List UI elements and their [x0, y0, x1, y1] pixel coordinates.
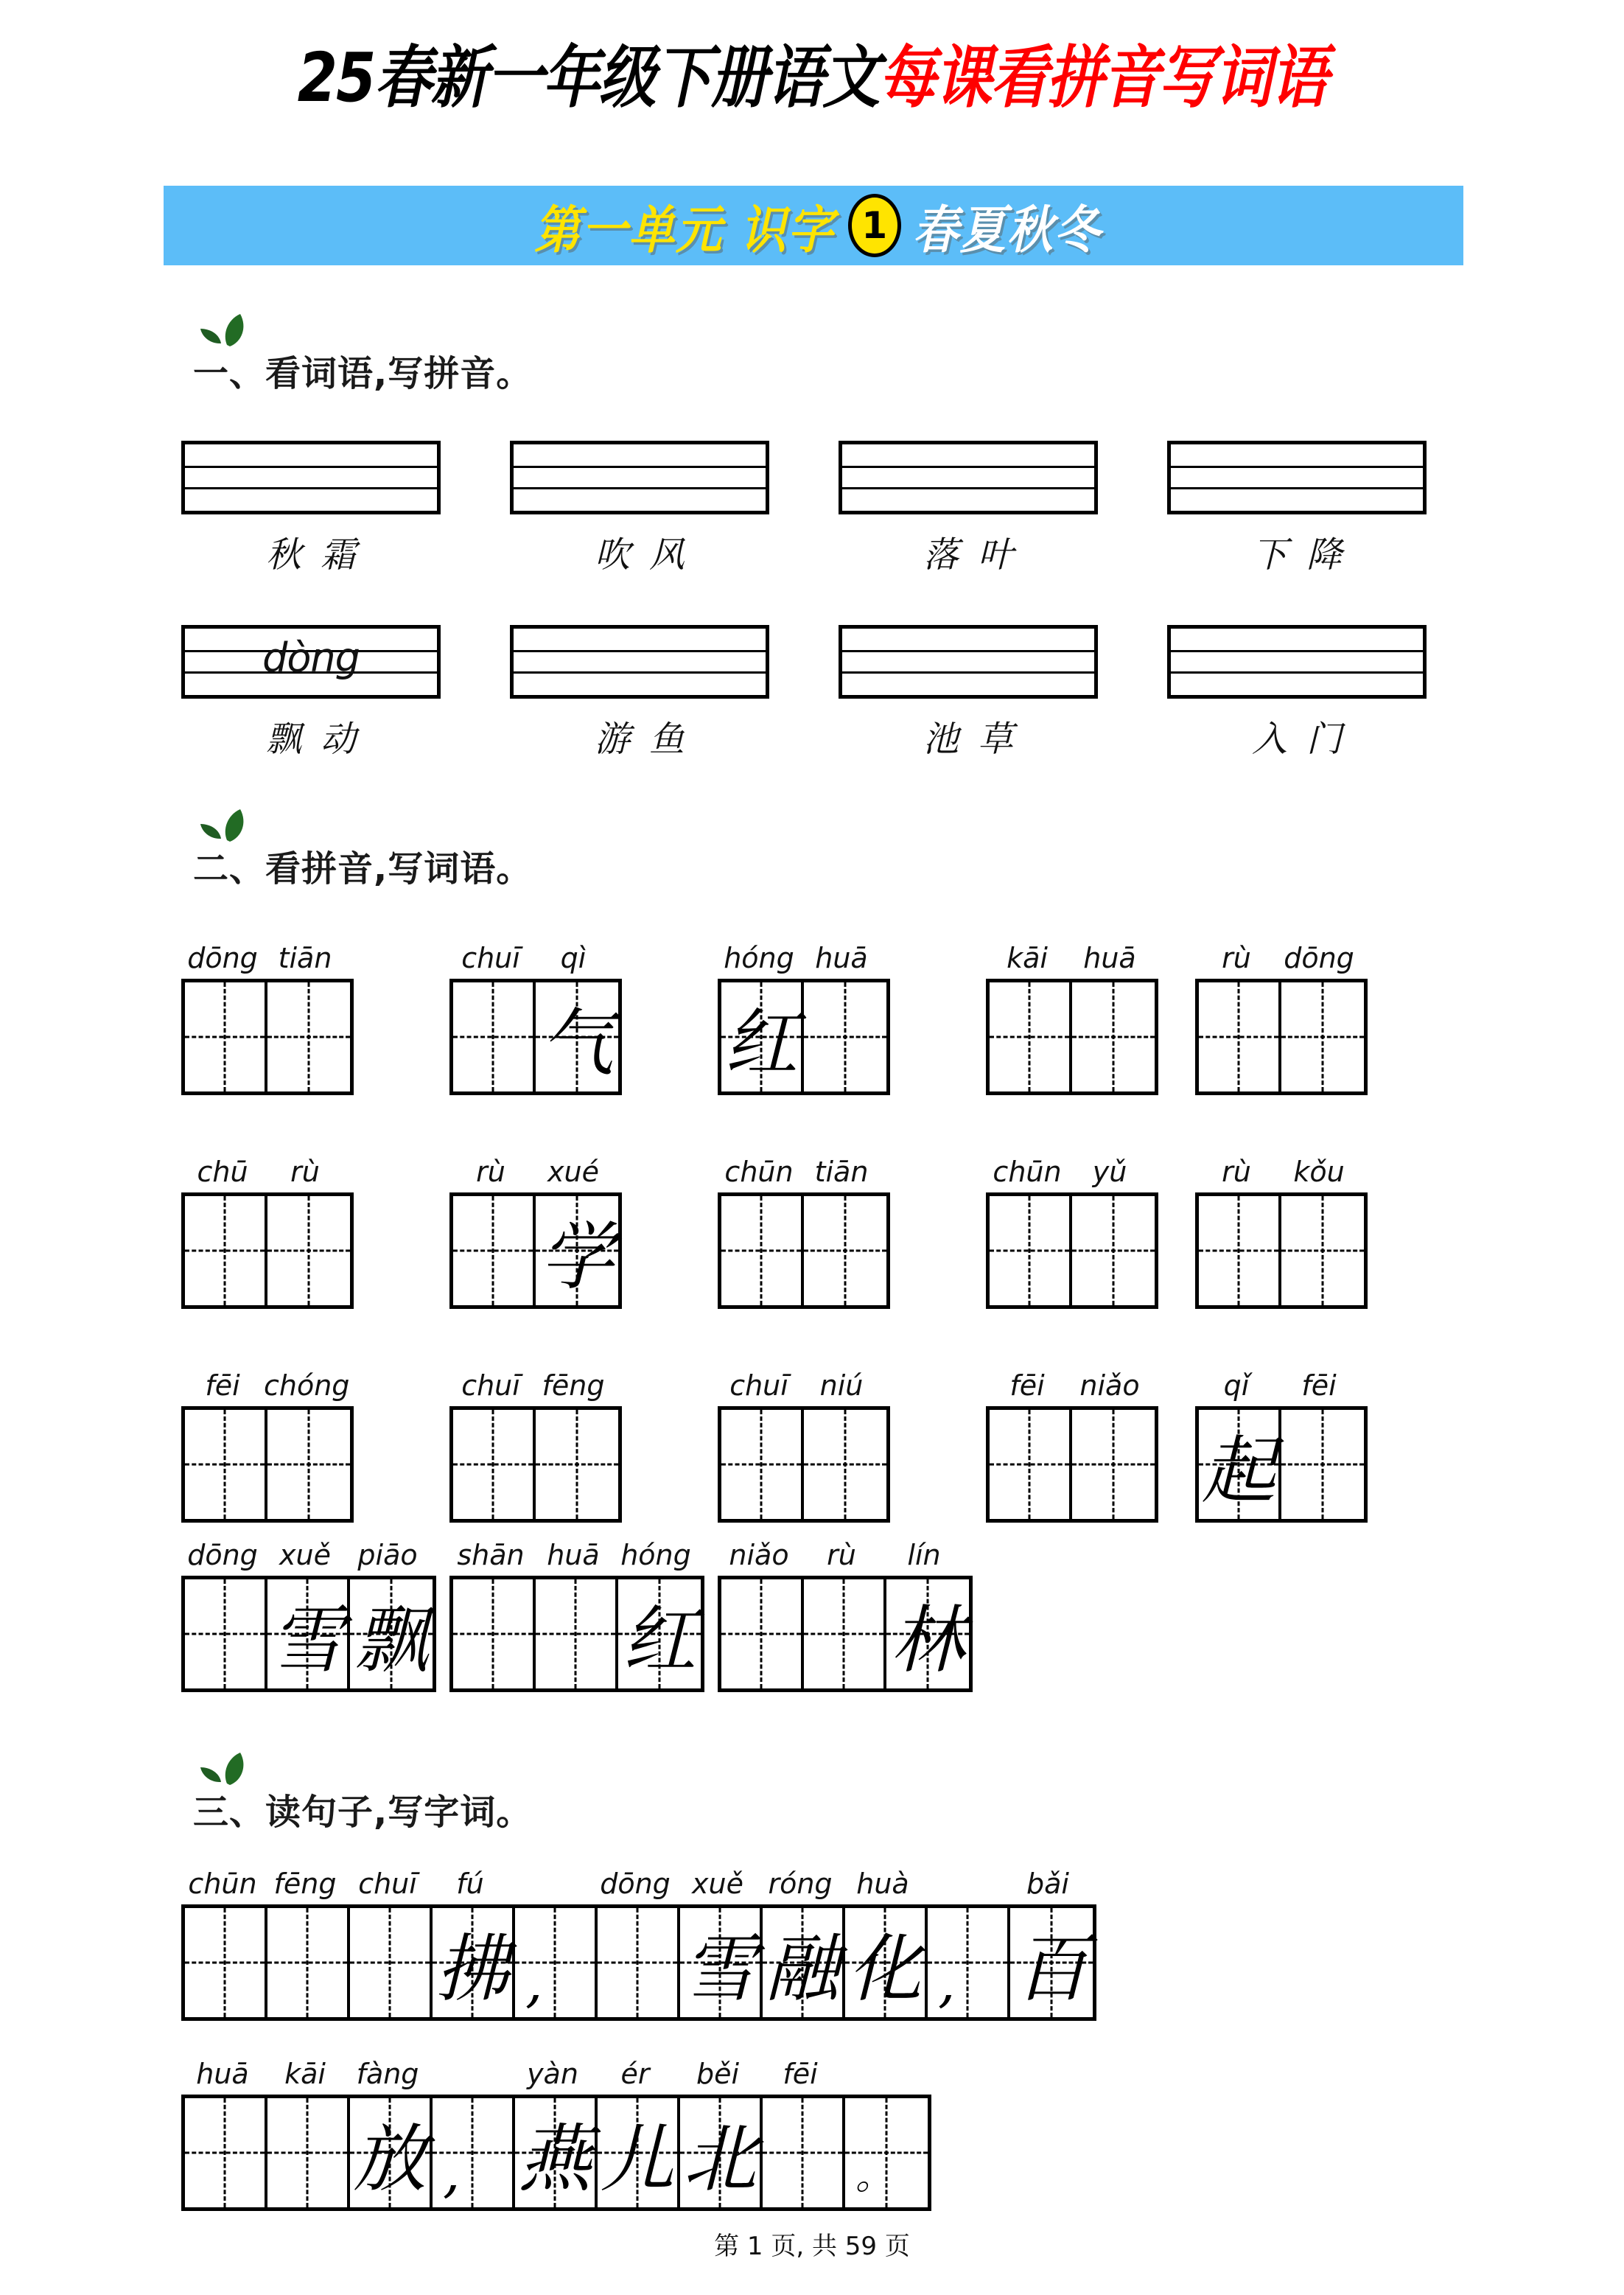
tianzige-cell[interactable]: [598, 1908, 680, 2017]
written-character: [721, 1579, 801, 1688]
tianzige-cell[interactable]: [804, 1410, 886, 1519]
written-character: [185, 1579, 265, 1688]
pinyin-label-row: [718, 1148, 883, 1188]
tianzige-cell[interactable]: [1281, 1196, 1364, 1305]
tianzige-cell[interactable]: [433, 1908, 515, 2017]
section-2-title: 看拼音,写词语。: [265, 848, 533, 890]
tianzige-cell[interactable]: [350, 2098, 433, 2207]
written-character: [598, 1908, 677, 2017]
written-character: [185, 2098, 265, 2207]
tianzige-grid[interactable]: [718, 979, 890, 1095]
word-prompt: 吹风: [594, 534, 704, 576]
tianzige-cell[interactable]: [990, 982, 1072, 1091]
pinyin-to-word-item[interactable]: [449, 935, 622, 1095]
tianzige-cell[interactable]: [536, 982, 618, 1091]
pinyin-four-line-box[interactable]: [510, 441, 769, 514]
pinyin-label-row: [449, 1362, 615, 1402]
pinyin-to-word-item[interactable]: [1195, 1148, 1368, 1309]
tianzige-grid[interactable]: [718, 1576, 973, 1692]
tianzige-cell[interactable]: [185, 1908, 267, 2017]
written-character: [185, 1196, 265, 1305]
pinyin-four-line-box[interactable]: [510, 625, 769, 699]
pinyin-label: rù: [476, 1156, 505, 1188]
pinyin-label: ér: [620, 2058, 650, 2090]
tianzige-cell[interactable]: [721, 1196, 804, 1305]
pinyin-to-word-item[interactable]: [986, 935, 1158, 1095]
tianzige-cell[interactable]: [721, 982, 804, 1091]
pinyin-to-word-item[interactable]: [1195, 1362, 1368, 1523]
pinyin-label: fēng: [542, 1369, 605, 1402]
pinyin-four-line-box[interactable]: [839, 625, 1098, 699]
pinyin-label: fú: [456, 1868, 484, 1900]
pinyin-label: xuě: [692, 1868, 743, 1900]
written-character: [267, 982, 350, 1091]
pinyin-label-row: [1195, 1362, 1360, 1402]
pinyin-label: yàn: [527, 2058, 578, 2090]
pinyin-label: tiān: [814, 1156, 869, 1188]
written-character: [804, 1196, 886, 1305]
tianzige-cell[interactable]: [536, 1579, 618, 1688]
pinyin-write-item[interactable]: [181, 625, 441, 761]
pinyin-label: qǐ: [1223, 1369, 1250, 1402]
tianzige-cell[interactable]: [1199, 1410, 1281, 1519]
leaf-icon: [197, 312, 252, 351]
written-character: [763, 2098, 842, 2207]
pinyin-label: kāi: [1007, 942, 1048, 974]
tianzige-cell[interactable]: [990, 1196, 1072, 1305]
tianzige-cell[interactable]: [1281, 982, 1364, 1091]
pinyin-answer: dòng: [262, 635, 360, 681]
written-character: 飘: [354, 1597, 428, 1683]
tianzige-cell[interactable]: [845, 2098, 928, 2207]
pinyin-label-row: [986, 1148, 1151, 1188]
section-3-title: 读句子,写字词。: [265, 1792, 533, 1833]
tianzige-cell[interactable]: [185, 2098, 267, 2207]
tianzige-cell[interactable]: [1199, 1196, 1281, 1305]
pinyin-write-item[interactable]: [1167, 441, 1427, 577]
tianzige-cell[interactable]: [267, 2098, 350, 2207]
written-character: [1072, 1196, 1155, 1305]
pinyin-label-row: [718, 935, 883, 974]
pinyin-label: xuě: [279, 1539, 331, 1571]
pinyin-label: chūn: [993, 1156, 1062, 1188]
tianzige-cell[interactable]: [763, 2098, 845, 2207]
pinyin-to-word-item[interactable]: [449, 1148, 622, 1309]
pinyin-four-line-box[interactable]: [181, 441, 441, 514]
tianzige-cell[interactable]: [267, 1410, 350, 1519]
tianzige-cell[interactable]: [804, 1579, 886, 1688]
written-character: 学: [540, 1214, 614, 1300]
pinyin-to-word-item[interactable]: [1195, 935, 1368, 1095]
pinyin-label: niǎo: [729, 1539, 789, 1571]
written-character: [1072, 1410, 1155, 1519]
pinyin-label: qì: [560, 942, 587, 974]
pinyin-label: tiān: [278, 942, 332, 974]
written-character: [1199, 982, 1278, 1091]
pinyin-label-row: [986, 935, 1151, 974]
written-character: ,: [443, 2141, 461, 2204]
tianzige-cell[interactable]: [185, 1410, 267, 1519]
tianzige-cell[interactable]: [453, 982, 536, 1091]
pinyin-label: huā: [1083, 942, 1136, 974]
written-character: [990, 1196, 1069, 1305]
written-character: 北: [683, 2116, 757, 2202]
pinyin-to-word-item[interactable]: [718, 935, 890, 1095]
tianzige-cell[interactable]: [1010, 1908, 1093, 2017]
written-character: [453, 982, 533, 1091]
written-character: [267, 1196, 350, 1305]
written-character: 。: [855, 2155, 892, 2198]
written-character: [453, 1196, 533, 1305]
pinyin-label: rù: [1222, 1156, 1251, 1188]
pinyin-label-row: [181, 1362, 350, 1402]
written-character: [990, 982, 1069, 1091]
tianzige-grid[interactable]: [181, 979, 354, 1095]
written-character: [267, 1410, 350, 1519]
tianzige-cell[interactable]: [1072, 1196, 1155, 1305]
tianzige-grid[interactable]: [449, 1406, 622, 1523]
lesson-title: 春夏秋冬: [912, 199, 1102, 260]
pinyin-label: lín: [907, 1539, 941, 1571]
written-character: 气: [540, 1000, 614, 1086]
written-character: 红: [724, 1000, 798, 1086]
tianzige-cell[interactable]: [1072, 982, 1155, 1091]
tianzige-cell[interactable]: [1199, 982, 1281, 1091]
page-title-red: 每课看拼音写词语: [878, 39, 1327, 118]
pinyin-label: chuī: [461, 1369, 520, 1402]
pinyin-label: fēi: [783, 2058, 818, 2090]
pinyin-label: yǔ: [1092, 1156, 1127, 1188]
tianzige-cell[interactable]: [680, 2098, 763, 2207]
written-character: [990, 1410, 1069, 1519]
pinyin-write-item[interactable]: [839, 625, 1098, 761]
tianzige-cell[interactable]: [1281, 1410, 1364, 1519]
written-character: 雪: [270, 1597, 344, 1683]
pinyin-to-word-item[interactable]: [181, 1362, 354, 1523]
pinyin-label: huā: [547, 1539, 600, 1571]
word-prompt: 飘动: [265, 719, 375, 760]
tianzige-cell[interactable]: [453, 1410, 536, 1519]
pinyin-four-line-box[interactable]: [839, 441, 1098, 514]
pinyin-label: róng: [768, 1868, 833, 1900]
tianzige-cell[interactable]: [990, 1410, 1072, 1519]
written-character: [1281, 982, 1364, 1091]
pinyin-label: rù: [827, 1539, 856, 1571]
word-prompt: 入门: [1251, 719, 1361, 760]
unit-banner: [164, 186, 1463, 265]
pinyin-label: fēi: [205, 1369, 240, 1402]
written-character: [536, 1410, 618, 1519]
section-heading-3: [193, 1784, 532, 1834]
tianzige-cell[interactable]: [185, 982, 267, 1091]
written-character: 百: [1015, 1926, 1088, 2012]
pinyin-write-item[interactable]: [510, 441, 769, 577]
tianzige-cell[interactable]: [267, 1908, 350, 2017]
written-character: [804, 982, 886, 1091]
pinyin-label-row: [449, 1148, 615, 1188]
tianzige-cell[interactable]: [536, 1196, 618, 1305]
pinyin-label: chūn: [724, 1156, 794, 1188]
written-character: 红: [623, 1597, 696, 1683]
pinyin-four-line-box[interactable]: [1167, 625, 1427, 699]
word-prompt: 游鱼: [594, 719, 704, 760]
written-character: [536, 1579, 615, 1688]
page-title: [0, 0, 1624, 118]
pinyin-label-row: [181, 1860, 1089, 1900]
pinyin-four-line-box[interactable]: [181, 625, 441, 699]
written-character: [350, 1908, 430, 2017]
tianzige-cell[interactable]: [350, 1579, 433, 1688]
written-character: 化: [848, 1926, 922, 2012]
pinyin-label: chuī: [461, 942, 520, 974]
written-character: [721, 1410, 801, 1519]
pinyin-label: chū: [197, 1156, 248, 1188]
tianzige-grid[interactable]: [1195, 979, 1368, 1095]
written-character: ,: [525, 1951, 543, 2014]
pinyin-label-row: [986, 1362, 1151, 1402]
tianzige-grid[interactable]: [181, 1192, 354, 1309]
lesson-number-badge: 1: [848, 194, 901, 257]
tianzige-grid[interactable]: [449, 1576, 704, 1692]
pinyin-label: huā: [815, 942, 868, 974]
pinyin-label: kǒu: [1293, 1156, 1345, 1188]
pinyin-label: shān: [457, 1539, 525, 1571]
written-character: [267, 2098, 347, 2207]
section-heading-1: [193, 345, 532, 396]
tianzige-grid[interactable]: [1195, 1406, 1368, 1523]
word-prompt: 池草: [923, 719, 1032, 760]
tianzige-cell[interactable]: [845, 1908, 928, 2017]
pinyin-label-row: [718, 1531, 965, 1571]
pinyin-to-word-item[interactable]: [181, 1531, 436, 1692]
pinyin-write-item[interactable]: [510, 625, 769, 761]
pinyin-label-row: [718, 1362, 883, 1402]
pinyin-label: huā: [196, 2058, 249, 2090]
written-character: 起: [1202, 1428, 1275, 1514]
written-character: 放: [353, 2116, 427, 2202]
pinyin-label-row: [449, 935, 615, 974]
written-character: [1281, 1410, 1364, 1519]
pinyin-label: dōng: [187, 1539, 258, 1571]
written-character: [1072, 982, 1155, 1091]
written-character: [1281, 1196, 1364, 1305]
written-character: 燕: [518, 2116, 592, 2202]
word-prompt: 秋霜: [265, 534, 375, 576]
tianzige-cell[interactable]: [886, 1579, 969, 1688]
tianzige-cell[interactable]: [350, 1908, 433, 2017]
tianzige-cell[interactable]: [453, 1196, 536, 1305]
pinyin-to-word-item[interactable]: [718, 1531, 973, 1692]
pinyin-label: chuī: [729, 1369, 788, 1402]
pinyin-label-row: [181, 935, 346, 974]
pinyin-label: fàng: [356, 2058, 419, 2090]
tianzige-cell[interactable]: [618, 1579, 701, 1688]
leaf-icon: [197, 808, 252, 846]
tianzige-cell[interactable]: [804, 982, 886, 1091]
tianzige-grid[interactable]: [449, 1192, 622, 1309]
pinyin-label-row: [181, 1531, 429, 1571]
pinyin-label: fēi: [1301, 1369, 1337, 1402]
tianzige-cell[interactable]: [515, 2098, 598, 2207]
pinyin-label: fēng: [273, 1868, 337, 1900]
page-title-black: 25春新一年级下册语文: [297, 39, 879, 118]
tianzige-cell[interactable]: [536, 1410, 618, 1519]
written-character: [185, 1410, 265, 1519]
tianzige-cell[interactable]: [515, 1908, 598, 2017]
tianzige-grid[interactable]: [181, 1576, 436, 1692]
pinyin-to-word-item[interactable]: [986, 1362, 1158, 1523]
pinyin-label: chóng: [264, 1369, 350, 1402]
written-character: ,: [938, 1951, 956, 2014]
written-character: [721, 1196, 801, 1305]
pinyin-label: kāi: [284, 2058, 326, 2090]
pinyin-to-word-item[interactable]: [718, 1148, 890, 1309]
tianzige-grid[interactable]: [449, 979, 622, 1095]
unit-label: 第一单元 识字: [534, 199, 835, 260]
pinyin-label: fēi: [1009, 1369, 1045, 1402]
written-character: 儿: [601, 2116, 674, 2202]
written-character: 林: [891, 1597, 965, 1683]
pinyin-label: niú: [819, 1369, 864, 1402]
pinyin-label: chuī: [358, 1868, 417, 1900]
written-character: [804, 1410, 886, 1519]
tianzige-grid[interactable]: [181, 2095, 931, 2211]
pinyin-label: dōng: [600, 1868, 671, 1900]
tianzige-cell[interactable]: [928, 1908, 1010, 2017]
pinyin-label: bǎi: [1026, 1868, 1069, 1900]
tianzige-grid[interactable]: [718, 1406, 890, 1523]
pinyin-label: běi: [696, 2058, 740, 2090]
pinyin-label: rù: [1222, 942, 1251, 974]
pinyin-write-item[interactable]: [1167, 625, 1427, 761]
word-prompt: 下降: [1251, 534, 1361, 576]
tianzige-grid[interactable]: [986, 1406, 1158, 1523]
section-3-index: 三、: [193, 1792, 266, 1833]
section-1-title: 看词语,写拼音。: [265, 353, 533, 394]
written-character: [453, 1579, 533, 1688]
pinyin-label: xué: [547, 1156, 599, 1188]
pinyin-label: hóng: [620, 1539, 691, 1571]
page-footer: 第 1 页, 共 59 页: [714, 2232, 910, 2261]
word-prompt: 落叶: [923, 534, 1032, 576]
section-1-index: 一、: [193, 353, 266, 394]
tianzige-cell[interactable]: [598, 2098, 680, 2207]
tianzige-cell[interactable]: [763, 1908, 845, 2017]
pinyin-label-row: [1195, 1148, 1360, 1188]
written-character: [267, 1908, 347, 2017]
pinyin-write-item[interactable]: [181, 441, 441, 577]
written-character: 雪: [683, 1926, 757, 2012]
tianzige-cell[interactable]: [267, 1196, 350, 1305]
sentence-exercise-row[interactable]: [181, 1860, 1096, 2021]
pinyin-label: dōng: [1284, 942, 1354, 974]
written-character: [804, 1579, 883, 1688]
tianzige-cell[interactable]: [453, 1579, 536, 1688]
pinyin-to-word-item[interactable]: [986, 1148, 1158, 1309]
tianzige-cell[interactable]: [721, 1579, 804, 1688]
written-character: [453, 1410, 533, 1519]
pinyin-label: rù: [290, 1156, 320, 1188]
pinyin-label-row: [181, 2050, 924, 2090]
pinyin-label-row: [449, 1531, 697, 1571]
written-character: [185, 1908, 265, 2017]
pinyin-label-row: [181, 1148, 346, 1188]
tianzige-grid[interactable]: [986, 979, 1158, 1095]
pinyin-to-word-item[interactable]: [181, 1148, 354, 1309]
pinyin-label: hóng: [724, 942, 794, 974]
pinyin-label: chūn: [188, 1868, 257, 1900]
tianzige-cell[interactable]: [680, 1908, 763, 2017]
pinyin-four-line-box[interactable]: [1167, 441, 1427, 514]
tianzige-cell[interactable]: [267, 982, 350, 1091]
sentence-exercise-row[interactable]: [181, 2050, 931, 2211]
tianzige-cell[interactable]: [185, 1579, 267, 1688]
tianzige-grid[interactable]: [181, 1406, 354, 1523]
written-character: 融: [766, 1926, 839, 2012]
pinyin-to-word-item[interactable]: [718, 1362, 890, 1523]
written-character: [1199, 1196, 1278, 1305]
pinyin-label: huà: [856, 1868, 909, 1900]
pinyin-label: dōng: [187, 942, 258, 974]
tianzige-cell[interactable]: [1072, 1410, 1155, 1519]
pinyin-label-row: [1195, 935, 1360, 974]
tianzige-grid[interactable]: [181, 1904, 1096, 2021]
tianzige-cell[interactable]: [804, 1196, 886, 1305]
tianzige-cell[interactable]: [721, 1410, 804, 1519]
tianzige-cell[interactable]: [267, 1579, 350, 1688]
written-character: 拂: [435, 1926, 509, 2012]
leaf-icon: [197, 1751, 252, 1789]
written-character: [185, 982, 265, 1091]
tianzige-cell[interactable]: [185, 1196, 267, 1305]
tianzige-cell[interactable]: [433, 2098, 515, 2207]
pinyin-label: piāo: [357, 1539, 418, 1571]
section-heading-2: [193, 840, 532, 891]
pinyin-write-item[interactable]: [839, 441, 1098, 577]
pinyin-to-word-item[interactable]: [449, 1531, 704, 1692]
pinyin-label: niǎo: [1079, 1369, 1140, 1402]
pinyin-to-word-item[interactable]: [449, 1362, 622, 1523]
tianzige-grid[interactable]: [1195, 1192, 1368, 1309]
tianzige-grid[interactable]: [986, 1192, 1158, 1309]
tianzige-grid[interactable]: [718, 1192, 890, 1309]
section-2-index: 二、: [193, 848, 266, 890]
pinyin-to-word-item[interactable]: [181, 935, 354, 1095]
